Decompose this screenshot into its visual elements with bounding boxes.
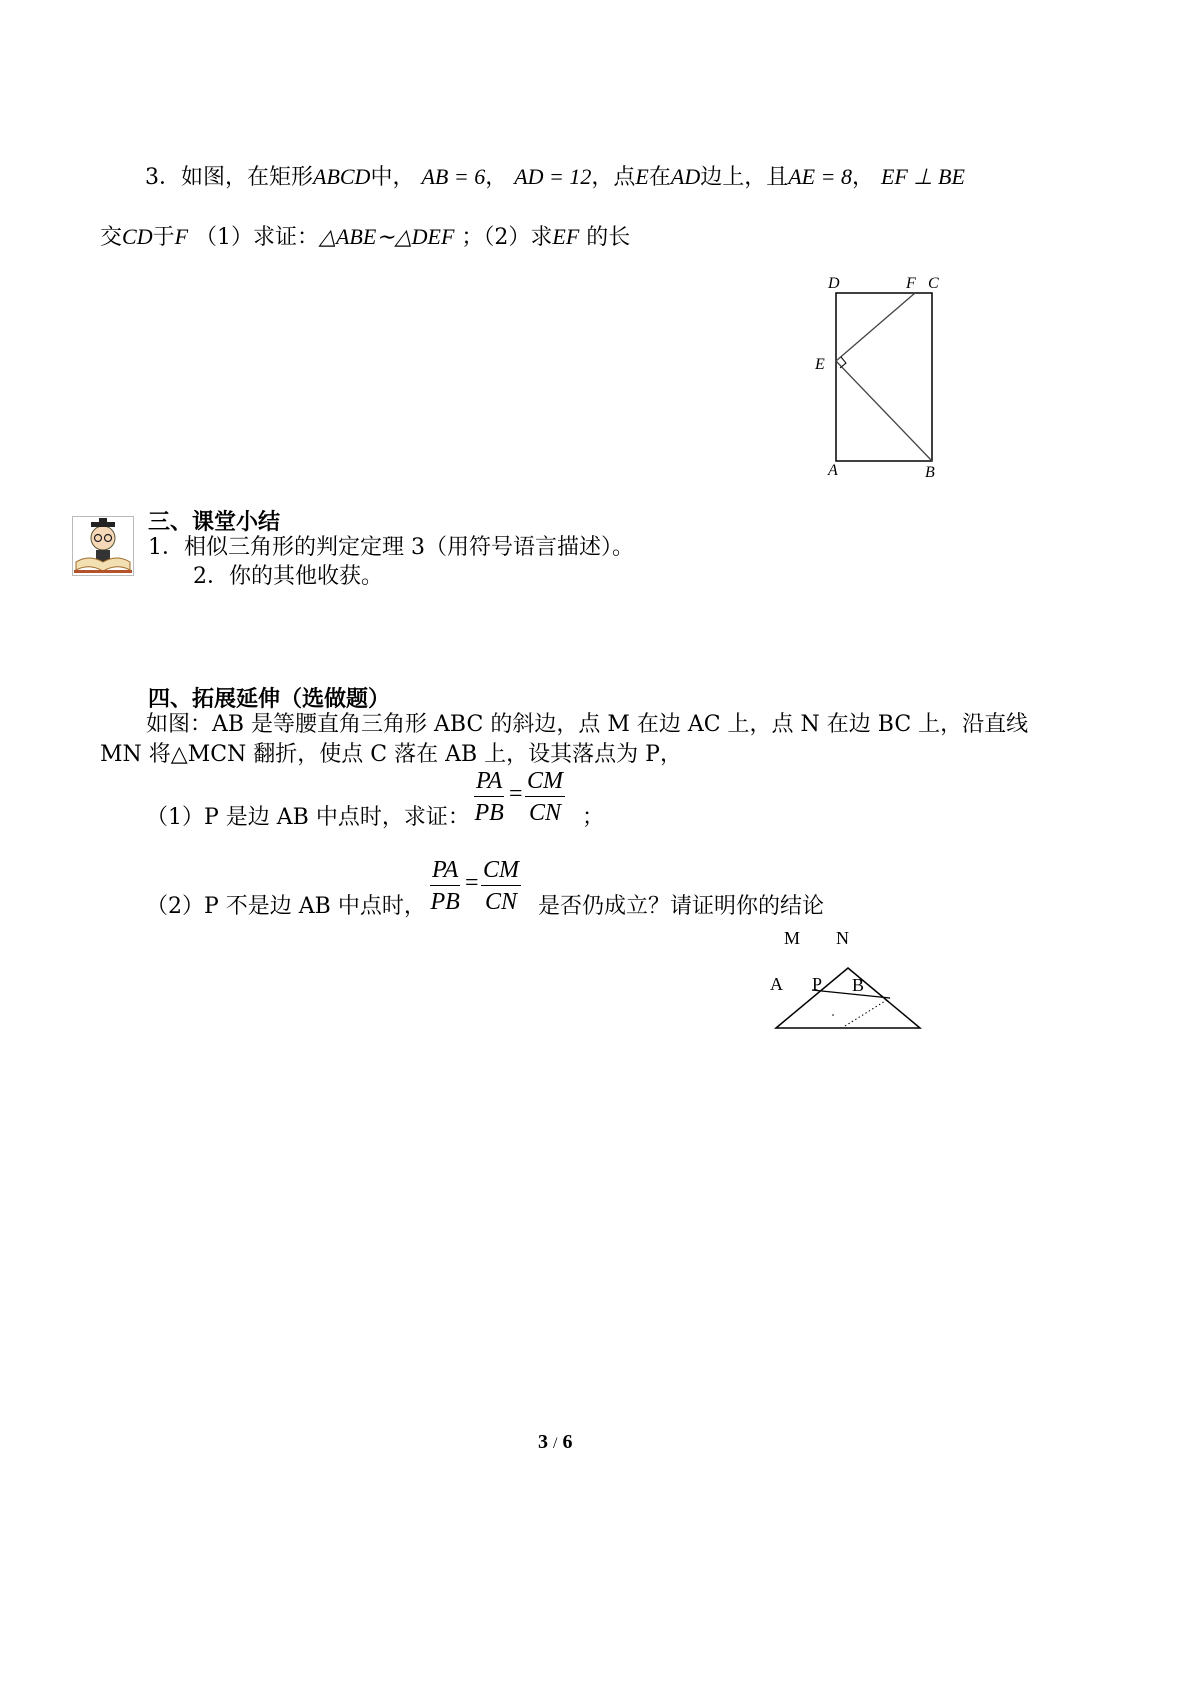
part2-end: 是否仍成立？请证明你的结论 xyxy=(538,894,825,919)
label-f: F xyxy=(906,275,916,292)
q3-text: 于 xyxy=(152,225,175,250)
frac-denominator: CN xyxy=(528,800,561,826)
label-b: B xyxy=(925,464,935,481)
q3-part2: ；（2）求 xyxy=(461,225,553,250)
fraction-pa-pb xyxy=(430,855,460,918)
q3-part1: （1）求证： xyxy=(195,225,320,250)
equals-sign: = xyxy=(509,781,523,807)
page-separator: / xyxy=(553,1435,558,1452)
q3-similar: △ABE∼△DEF xyxy=(319,224,455,249)
frac-denominator: PB xyxy=(474,800,504,826)
q3-line1 xyxy=(145,162,965,193)
extension-line-1: 如图：AB 是等腰直角三角形 ABC 的斜边，点 M 在边 AC 上，点 N 在边 BC 上，沿直线 xyxy=(146,712,1029,737)
frac-numerator: CM xyxy=(481,855,521,886)
label-d: D xyxy=(828,275,840,292)
q3-text: 中， xyxy=(370,165,415,190)
label-a: A xyxy=(770,974,783,994)
q3-text: 在 xyxy=(648,165,671,190)
q3-abcd: ABCD xyxy=(313,164,371,189)
summary-item-1: 1．相似三角形的判定定理 3（用符号语言描述）。 xyxy=(148,535,634,560)
frac-numerator: CM xyxy=(525,766,565,797)
q3-line2 xyxy=(100,222,630,253)
q3-text: ， xyxy=(851,165,874,190)
total-pages: 6 xyxy=(562,1431,573,1453)
q3-text: 边上，且 xyxy=(700,165,789,190)
fraction-cm-cn xyxy=(481,855,521,918)
extension-heading: 四、拓展延伸（选做题） xyxy=(148,686,391,712)
teacher-reading-icon xyxy=(72,516,134,576)
q3-ad2: AD xyxy=(670,164,701,189)
q3-text: 交 xyxy=(100,225,123,250)
page-number xyxy=(538,1431,572,1454)
label-n: N xyxy=(836,928,849,948)
triangle-figure xyxy=(760,960,930,1035)
extension-line-2: MN 将△MCN 翻折，使点 C 落在 AB 上，设其落点为 P， xyxy=(100,742,682,767)
equals-sign: = xyxy=(465,870,479,896)
dotted-line xyxy=(845,998,890,1026)
q3-f: F xyxy=(174,224,189,249)
q3-text: ，点 xyxy=(591,165,636,190)
frac-denominator: PB xyxy=(430,889,460,915)
label-b: B xyxy=(852,975,865,995)
summary-heading: 三、课堂小结 xyxy=(148,509,281,535)
current-page: 3 xyxy=(538,1431,548,1453)
fraction-cm-cn xyxy=(525,766,565,829)
frac-numerator: PA xyxy=(474,766,504,797)
fraction-pa-pb xyxy=(474,766,504,829)
part1-end: ； xyxy=(582,805,605,830)
triangle-abc xyxy=(776,968,920,1028)
rectangle-figure xyxy=(800,270,980,490)
label-m: M xyxy=(784,928,801,948)
q3-cd: CD xyxy=(122,224,153,249)
q3-text: ， xyxy=(485,165,508,190)
label-a: A xyxy=(828,462,838,479)
label-c: C xyxy=(928,275,939,292)
q3-ad: AD = 12 xyxy=(514,164,592,189)
label-e: E xyxy=(815,356,825,373)
summary-item-2: 2．你的其他收获。 xyxy=(193,564,383,589)
q3-number: 3．如图，在矩形 xyxy=(145,165,313,190)
segment-ef xyxy=(836,293,915,361)
frac-denominator: CN xyxy=(484,889,517,915)
part2-text: （2）P 不是边 AB 中点时， xyxy=(146,894,426,919)
rect-abcd xyxy=(836,293,932,461)
q3-ae: AE = 8 xyxy=(788,164,852,189)
part1-text: （1）P 是边 AB 中点时，求证： xyxy=(146,805,470,830)
q3-ab: AB = 6 xyxy=(421,164,486,189)
segment-eb xyxy=(836,361,932,461)
label-p: P xyxy=(812,974,823,994)
q3-text: 的长 xyxy=(586,225,631,250)
q3-ef: EF xyxy=(552,224,580,249)
frac-numerator: PA xyxy=(430,855,460,886)
q3-perp: EF ⊥ BE xyxy=(880,164,965,189)
q3-e: E xyxy=(635,164,649,189)
